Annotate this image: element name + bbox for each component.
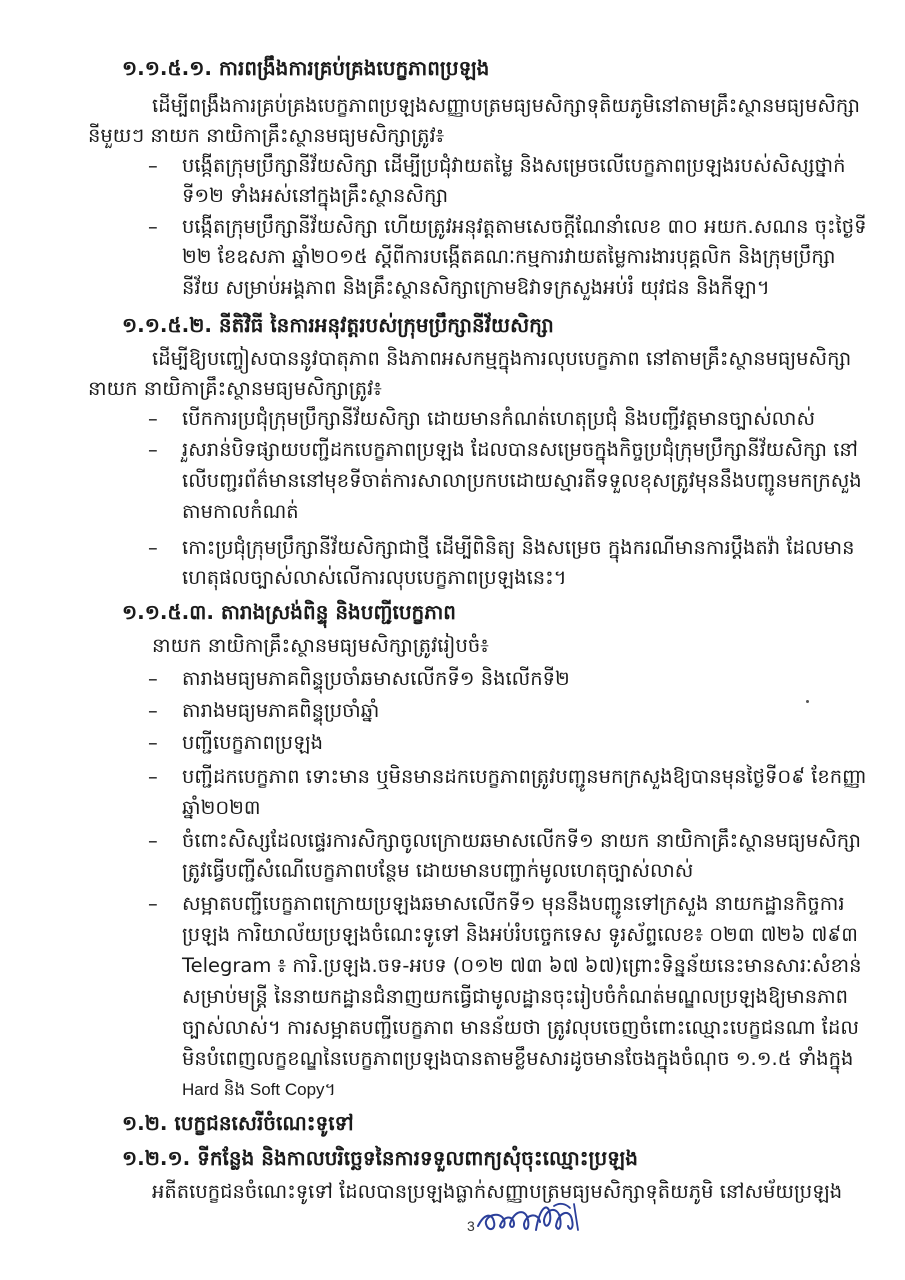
paragraph-line: លើបញ្ជរព័ត៌មាននៅមុខទីចាត់ការសាលាប្រកបដោយស្មារតីទទួលខុសត្រូវមុននឹងបញ្ជូនមកក្រសួង xyxy=(182,469,862,492)
bullet-mark: – xyxy=(148,215,158,238)
paragraph-line: ទី១២ ទាំងអស់នៅក្នុងគ្រឹះស្ថានសិក្សា xyxy=(182,184,449,207)
bullet-mark: – xyxy=(148,731,158,754)
section-heading: ១.១.៥.២. នីតិវិធី នៃការអនុវត្តរបស់ក្រុមប្រឹក្សានីវ័យសិក្សា xyxy=(122,313,554,337)
paragraph-line: ២២ ខែឧសភា ឆ្នាំ២០១៥ ស្តីពីការបង្កើតគណៈកម្មការវាយតម្លៃការងារបុគ្គលិក និងក្រុមប្រឹក្សា xyxy=(182,245,836,268)
paragraph-line: ដើម្បីពង្រឹងការគ្រប់គ្រងបេក្ខភាពប្រឡងសញ្ញាបត្រមធ្យមសិក្សាទុតិយភូមិនៅតាមគ្រឹះស្ថានមធ្យមសិក្សា xyxy=(152,94,861,117)
bullet-item: – បញ្ជីដកបេក្ខភាព ទោះមាន ឬមិនមានដកបេក្ខភាពត្រូវបញ្ជូនមកក្រសួងឱ្យបានមុនថ្ងៃទី០៩ ខែកញ្ញា xyxy=(148,762,867,792)
bullet-mark: – xyxy=(148,536,158,559)
bullet-mark: – xyxy=(148,699,158,722)
section-heading: ១.២. បេក្ខជនសេរីចំណេះទូទៅ xyxy=(122,1111,354,1135)
paragraph-line: មិនបំពេញលក្ខខណ្ឌនៃបេក្ខភាពប្រឡងបានតាមខ្លឹមសារដូចមានចែងក្នុងចំណុច ១.១.៥ ទាំងក្នុង xyxy=(182,1047,854,1070)
bullet-item: – តារាងមធ្យមភាគពិន្ទុប្រចាំឆ្នាំ xyxy=(148,696,379,726)
bullet-mark: – xyxy=(148,765,158,788)
paragraph-line: Hard និង Soft Copy។ xyxy=(182,1080,336,1099)
bullet-mark: – xyxy=(148,829,158,852)
scan-speck xyxy=(806,700,809,703)
bullet-mark: – xyxy=(148,892,158,915)
bullet-item: – រួសរាន់បិទផ្សាយបញ្ជីដកបេក្ខភាពប្រឡង ដែលបានសម្រេចក្នុងកិច្ចប្រជុំក្រុមប្រឹក្សានីវ័យសិក្សា នៅ xyxy=(148,435,858,465)
paragraph-line: ដើម្បីឱ្យបញ្ចៀសបាននូវបាតុភាព និងភាពអសកម្មក្នុងការលុបបេក្ខភាព នៅតាមគ្រឹះស្ថានមធ្យមសិក្សា xyxy=(152,347,852,370)
paragraph-line: នាយក នាយិកាគ្រឹះស្ថានមធ្យមសិក្សាត្រូវរៀបចំ៖ xyxy=(152,634,489,657)
paragraph-line: តាមកាលកំណត់ xyxy=(182,500,299,523)
section-heading: ១.១.៥.១. ការពង្រឹងការគ្រប់គ្រងបេក្ខភាពប្រឡង xyxy=(122,56,490,80)
section-heading: ១.១.៥.៣. តារាងស្រង់ពិន្ទុ និងបញ្ជីបេក្ខភាព xyxy=(122,600,456,624)
section-heading: ១.២.១. ទីកន្លែង និងកាលបរិច្ឆេទនៃការទទួលពាក្យសុំចុះឈ្មោះប្រឡង xyxy=(122,1146,638,1170)
bullet-item: – បង្កើតក្រុមប្រឹក្សានីវ័យសិក្សា ហើយត្រូវអនុវត្តតាមសេចក្តីណែនាំលេខ ៣០ អយក.សណន ចុះថ្ងៃទី xyxy=(148,212,867,242)
paragraph-line: ត្រូវធ្វើបញ្ជីសំណើបេក្ខភាពបន្ថែម ដោយមានបញ្ជាក់មូលហេតុច្បាស់លាស់ xyxy=(182,859,694,882)
bullet-item: – សម្អាតបញ្ជីបេក្ខភាពក្រោយប្រឡងឆមាសលើកទី១ មុននឹងបញ្ជូនទៅក្រសួង នាយកដ្ឋានកិច្ចការ xyxy=(148,889,845,919)
paragraph-line: នាយក នាយិកាគ្រឹះស្ថានមធ្យមសិក្សាត្រូវ៖ xyxy=(88,377,382,400)
bullet-mark: – xyxy=(148,438,158,461)
bullet-item: – បង្កើតក្រុមប្រឹក្សានីវ័យសិក្សា ដើម្បីប្រជុំវាយតម្លៃ និងសម្រេចលើបេក្ខភាពប្រឡងរបស់សិស្សថ្នាក់ xyxy=(148,151,845,181)
paragraph-line: នីវ័យ សម្រាប់អង្គភាព និងគ្រឹះស្ថានសិក្សាក្រោមឱវាទក្រសួងអប់រំ យុវជន និងកីឡា។ xyxy=(182,276,770,299)
bullet-item: – តារាងមធ្យមភាគពិន្ទុប្រចាំឆមាសលើកទី១ និងលើកទី២ xyxy=(148,664,570,694)
paragraph-line: Telegram ៖ ការិ.ប្រឡង.ចទ-អបទ (០១២ ៧៣ ៦៧ ៦៧)ព្រោះទិន្នន័យនេះមានសារៈសំខាន់ xyxy=(182,954,862,977)
paragraph-line: សម្រាប់មន្ត្រី នៃនាយកដ្ឋានជំនាញយកធ្វើជាមូលដ្ឋានចុះរៀបចំកំណត់មណ្ឌលប្រឡងឱ្យមានភាព xyxy=(182,985,849,1008)
paragraph-line: ច្បាស់លាស់។ ការសម្អាតបញ្ជីបេក្ខភាព មានន័យថា ត្រូវលុបចេញចំពោះឈ្មោះបេក្ខជនណា ដែល xyxy=(182,1016,859,1039)
page-number: 3 xyxy=(467,1218,475,1234)
bullet-item: – ចំពោះសិស្សដែលផ្ទេរការសិក្សាចូលក្រោយឆមាសលើកទី១ នាយក នាយិកាគ្រឹះស្ថានមធ្យមសិក្សា xyxy=(148,826,861,856)
bullet-item: – បញ្ជីបេក្ខភាពប្រឡង xyxy=(148,728,323,758)
bullet-item: – បើកការប្រជុំក្រុមប្រឹក្សានីវ័យសិក្សា ដោយមានកំណត់ហេតុប្រជុំ និងបញ្ជីវត្តមានច្បាស់លាស់ xyxy=(148,404,815,434)
paragraph-line: ប្រឡង ការិយាល័យប្រឡងចំណេះទូទៅ និងអប់រំបច្ចេកទេស ទូរស័ព្ទលេខ៖ ០២៣ ៧២៦ ៧៩៣ xyxy=(182,923,858,946)
bullet-mark: – xyxy=(148,407,158,430)
paragraph-line: នីមួយៗ នាយក នាយិកាគ្រឹះស្ថានមធ្យមសិក្សាត្រូវ៖ xyxy=(88,124,445,147)
bullet-mark: – xyxy=(148,667,158,690)
bullet-item: – កោះប្រជុំក្រុមប្រឹក្សានីវ័យសិក្សាជាថ្មី ដើម្បីពិនិត្យ និងសម្រេច ក្នុងករណីមានការប្តឹងតវ៉ា ដែលមាន xyxy=(148,533,854,563)
paragraph-line: អតីតបេក្ខជនចំណេះទូទៅ ដែលបានប្រឡងធ្លាក់សញ្ញាបត្រមធ្យមសិក្សាទុតិយភូមិ នៅសម័យប្រឡង xyxy=(152,1180,843,1203)
paragraph-line: ហេតុផលច្បាស់លាស់លើការលុបបេក្ខភាពប្រឡងនេះ។ xyxy=(182,566,567,589)
bullet-mark: – xyxy=(148,154,158,177)
signature-icon xyxy=(474,1196,586,1238)
paragraph-line: ឆ្នាំ២០២៣ xyxy=(182,796,261,819)
